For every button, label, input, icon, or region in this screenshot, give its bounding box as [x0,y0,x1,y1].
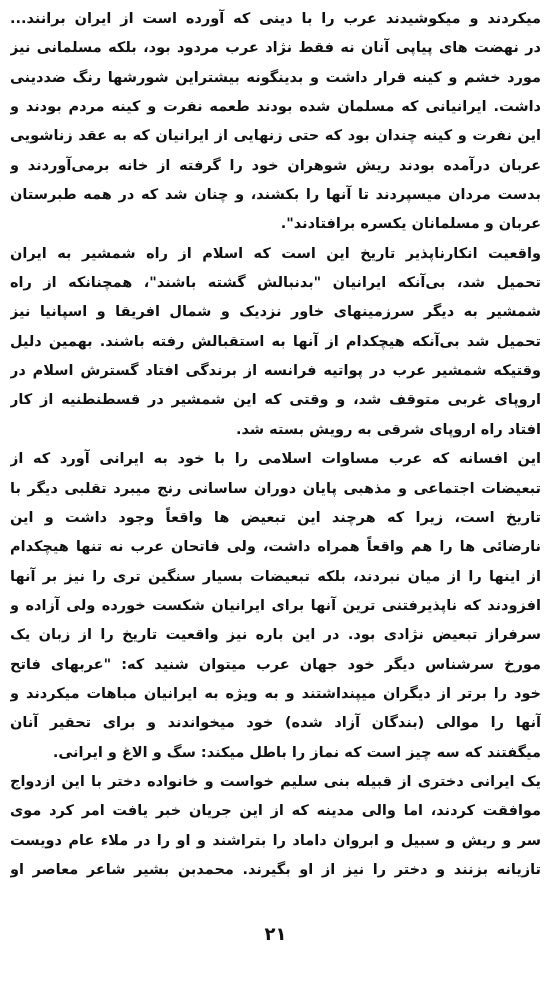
text-line: خود را برتر از دیگران میپنداشتند و به ویژه به ایرانیان مباهات میکردند و [10,685,541,702]
text-line: تحمیل شد، بی‌آنکه ایرانیان "بدنبالش گشته باشند"، همچنانکه از راه [10,275,541,292]
text-line: افزودند که ناپذیرفتنی ترین آنها برای ایرانیان شکست خورده ولی آزاده و [10,597,541,614]
text-line: تحمیل شد بی‌آنکه هیچکدام از آنها به استقبالش رفته باشند. بهمین دلیل [10,333,541,350]
page-number: ۲۱ [264,924,287,945]
text-line: وقتیکه شمشیر عرب در پواتیه فرانسه از برندگی افتاد گسترش اسلام در [10,363,541,380]
text-line: عربان و مسلمانان یکسره برافتادند". [280,216,541,233]
text-line: شمشیر به دیگر سرزمینهای خاور نزدیک و شمال افریقا و اسپانیا نیز [10,304,541,321]
text-line: این افسانه که عرب مساوات اسلامی را با خود به ایرانی آورد که از [10,451,541,468]
text-line: در نهضت های پیاپی آنان نه فقط نژاد عرب مردود بود، بلکه مسلمانی نیز [10,40,541,57]
text-line: سر و ریش و سبیل و ابروان داماد را بتراشند و او را در ملاء عام دویست [10,832,541,849]
text-line: مورد خشم و کینه قرار داشت و بدینگونه بیشتراین شورشها رنگ ضددینی [10,69,541,86]
text-line: این نفرت و کینه چندان بود که حتی زنهایی از ایرانیان که به عقد زناشویی [10,128,541,145]
text-line: موافقت کردند، اما والی مدینه که از این جریان خبر یافت امر کرد موی [10,803,541,820]
text-line: میگفتند که سه چیز است که نماز را باطل میکند: سگ و الاغ و ایرانی. [52,744,541,761]
text-line: مورخ سرشناس دیگر خود جهان عرب میتوان شنید که: "عربهای فاتح [10,656,541,673]
text-line: یک ایرانی دختری از قبیله بنی سلیم خواست و خانواده دختر با این ازدواج [10,773,541,790]
text-line: عربان درآمده بودند ریش شوهران خود را گرفته از خانه برمی‌آوردند و [10,157,541,174]
text-line: تبعیضات اجتماعی و مذهبی پایان دوران ساسانی رنج میبرد تقلبی دیگر با [10,480,541,497]
text-line: آنها را موالی (بندگان آزاد شده) خود میخواندند و برای تحقیر آنان [10,715,541,732]
text-line: سرفراز تبعیض نژادی بود. در این باره نیز واقعیت تاریخ را از زبان یک [10,627,541,644]
text-line: از اینها را از میان نبردند، بلکه تبعیضات بسیار سنگین تری را نیز بر آنها [10,568,541,585]
text-line: میکردند و میکوشیدند عرب را با دینی که آورده است از ایران برانند... [10,11,541,27]
text-line: بدست مردان میسپردند تا آنها را بکشند، و چنان شد که در همه طبرستان [10,187,541,204]
text-line: داشت. ایرانیانی که مسلمان شده بودند طعمه نفرت و کینه مردم بودند و [10,99,541,116]
text-line: افتاد راه اروپای شرقی به رویش بسته شد. [235,421,541,438]
text-line: اروپای غربی متوقف شد، و وقتی که این شمشیر در قسطنطنیه از کار [10,392,541,409]
text-line: واقعیت انکارناپذیر تاریخ این است که اسلام از راه شمشیر به ایران [10,245,541,262]
text-line: نارضائی ها را هم واقعاً همراه داشت، ولی فاتحان عرب نه تنها هیچکدام [10,539,541,556]
text-line: تازیانه بزنند و دختر را نیز از او بگیرند. محمدبن بشیر شاعر معاصر او [10,861,541,878]
text-body [10,5,541,885]
text-line: تاریخ است، زیرا که هرچند این تبعیض ها واقعاً وجود داشت و این [10,509,541,526]
